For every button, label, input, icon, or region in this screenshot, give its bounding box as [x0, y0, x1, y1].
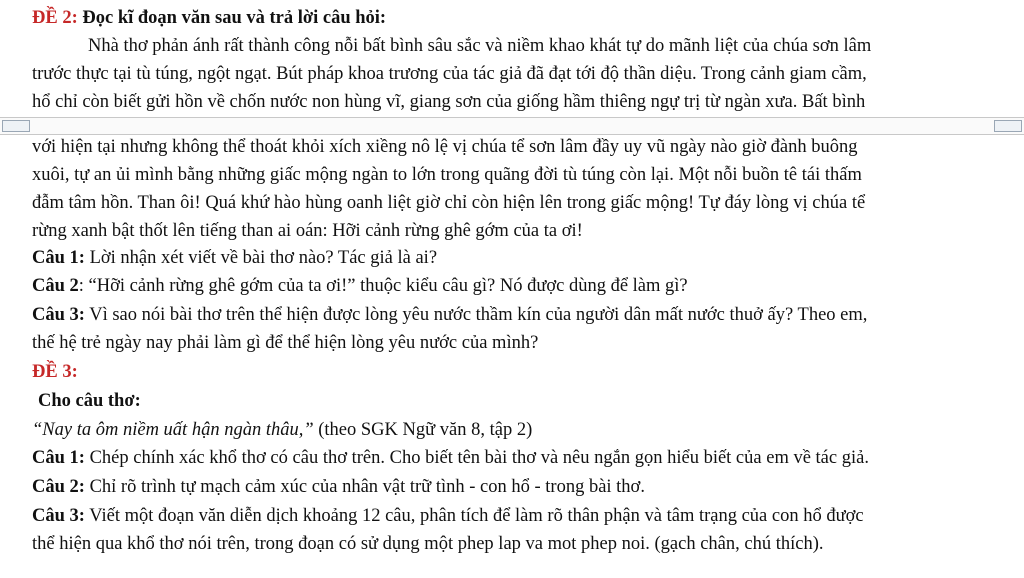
de2-heading-text: Đọc kĩ đoạn văn sau và trả lời câu hỏi: [77, 8, 387, 28]
passage-line-6: đẫm tâm hồn. Than ôi! Quá khứ hào hùng oanh liệt giờ chỉ còn hiện lên trong giấc mộng! Tự đáy lòng vị chúa tể [32, 193, 866, 213]
margin-marker-left [2, 120, 30, 132]
de2-q1-label: Câu 1: [32, 248, 85, 268]
de2-question-2 [32, 274, 688, 298]
de3-verse-line [32, 418, 532, 442]
passage-line-4: với hiện tại nhưng không thể thoát khỏi xích xiềng nô lệ vị chúa tể sơn lâm đầy uy vũ ngày nào giờ đành buông [32, 137, 858, 157]
de3-source: (theo SGK Ngữ văn 8, tập 2) [313, 420, 533, 440]
de2-question-3-line-1 [32, 303, 867, 327]
de3-q1-label: Câu 1: [32, 448, 85, 468]
de2-question-3-line-2: thế hệ trẻ ngày nay phải làm gì để thể hiện lòng yêu nước của mình? [32, 333, 539, 353]
de2-question-1 [32, 246, 437, 270]
de2-q3-text: Vì sao nói bài thơ trên thể hiện được lòng yêu nước thầm kín của người dân mất nước thuở ấy? Theo em, [84, 305, 868, 325]
de3-verse: “Nay ta ôm niềm uất hận ngàn thâu,” [32, 420, 314, 440]
de3-q3-label: Câu 3: [32, 506, 85, 526]
de2-q1-text: Lời nhận xét viết về bài thơ nào? Tác giả là ai? [84, 248, 438, 268]
passage-line-1: Nhà thơ phản ánh rất thành công nỗi bất bình sâu sắc và niềm khao khát tự do mãnh liệt của chúa sơn lâm [88, 36, 872, 56]
de3-q2-label: Câu 2: [32, 477, 85, 497]
de2-heading-label: ĐỀ 2: [32, 8, 78, 28]
de3-q3-text: Viết một đoạn văn diễn dịch khoảng 12 câu, phân tích để làm rõ thân phận và tâm trạng của con hổ được [84, 506, 864, 526]
page-break [0, 117, 1024, 135]
passage-line-3: hổ chỉ còn biết gửi hồn về chốn nước non hùng vĩ, giang sơn của giống hầm thiêng ngự trị từ ngàn xưa. Bất bình [32, 92, 866, 112]
margin-marker-right [994, 120, 1022, 132]
passage-line-7: rừng xanh bật thốt lên tiếng than ai oán: Hỡi cảnh rừng ghê gớm của ta ơi! [32, 221, 583, 241]
de3-question-1 [32, 446, 869, 470]
de3-question-3-line-2: thể hiện qua khổ thơ nói trên, trong đoạn có sử dụng một phep lap va mot phep noi. (gạch chân, chú thích). [32, 534, 824, 554]
de2-q3-label: Câu 3: [32, 305, 85, 325]
de3-q1-text: Chép chính xác khổ thơ có câu thơ trên. Cho biết tên bài thơ và nêu ngắn gọn hiểu biết của em về tác giả. [84, 448, 869, 468]
de3-q2-text: Chỉ rõ trình tự mạch cảm xúc của nhân vật trữ tình - con hổ - trong bài thơ. [84, 477, 645, 497]
de3-heading: ĐỀ 3: [32, 362, 78, 382]
de2-heading [32, 6, 386, 30]
passage-line-5: xuôi, tự an ủi mình bằng những giấc mộng ngàn to lớn trong quãng đời tù túng còn lại. Một nỗi buồn tê tái thấm [32, 165, 862, 185]
de2-q2-text: : “Hỡi cảnh rừng ghê gớm của ta ơi!” thuộc kiểu câu gì? Nó được dùng để làm gì? [78, 276, 688, 296]
de3-question-2 [32, 475, 645, 499]
de3-intro: Cho câu thơ: [38, 391, 141, 411]
passage-line-2: trước thực tại tù túng, ngột ngạt. Bút pháp khoa trương của tác giả đã đạt tới độ thần diệu. Trong cảnh giam cầm, [32, 64, 867, 84]
de2-q2-label: Câu 2 [32, 276, 79, 296]
de3-question-3-line-1 [32, 504, 864, 528]
